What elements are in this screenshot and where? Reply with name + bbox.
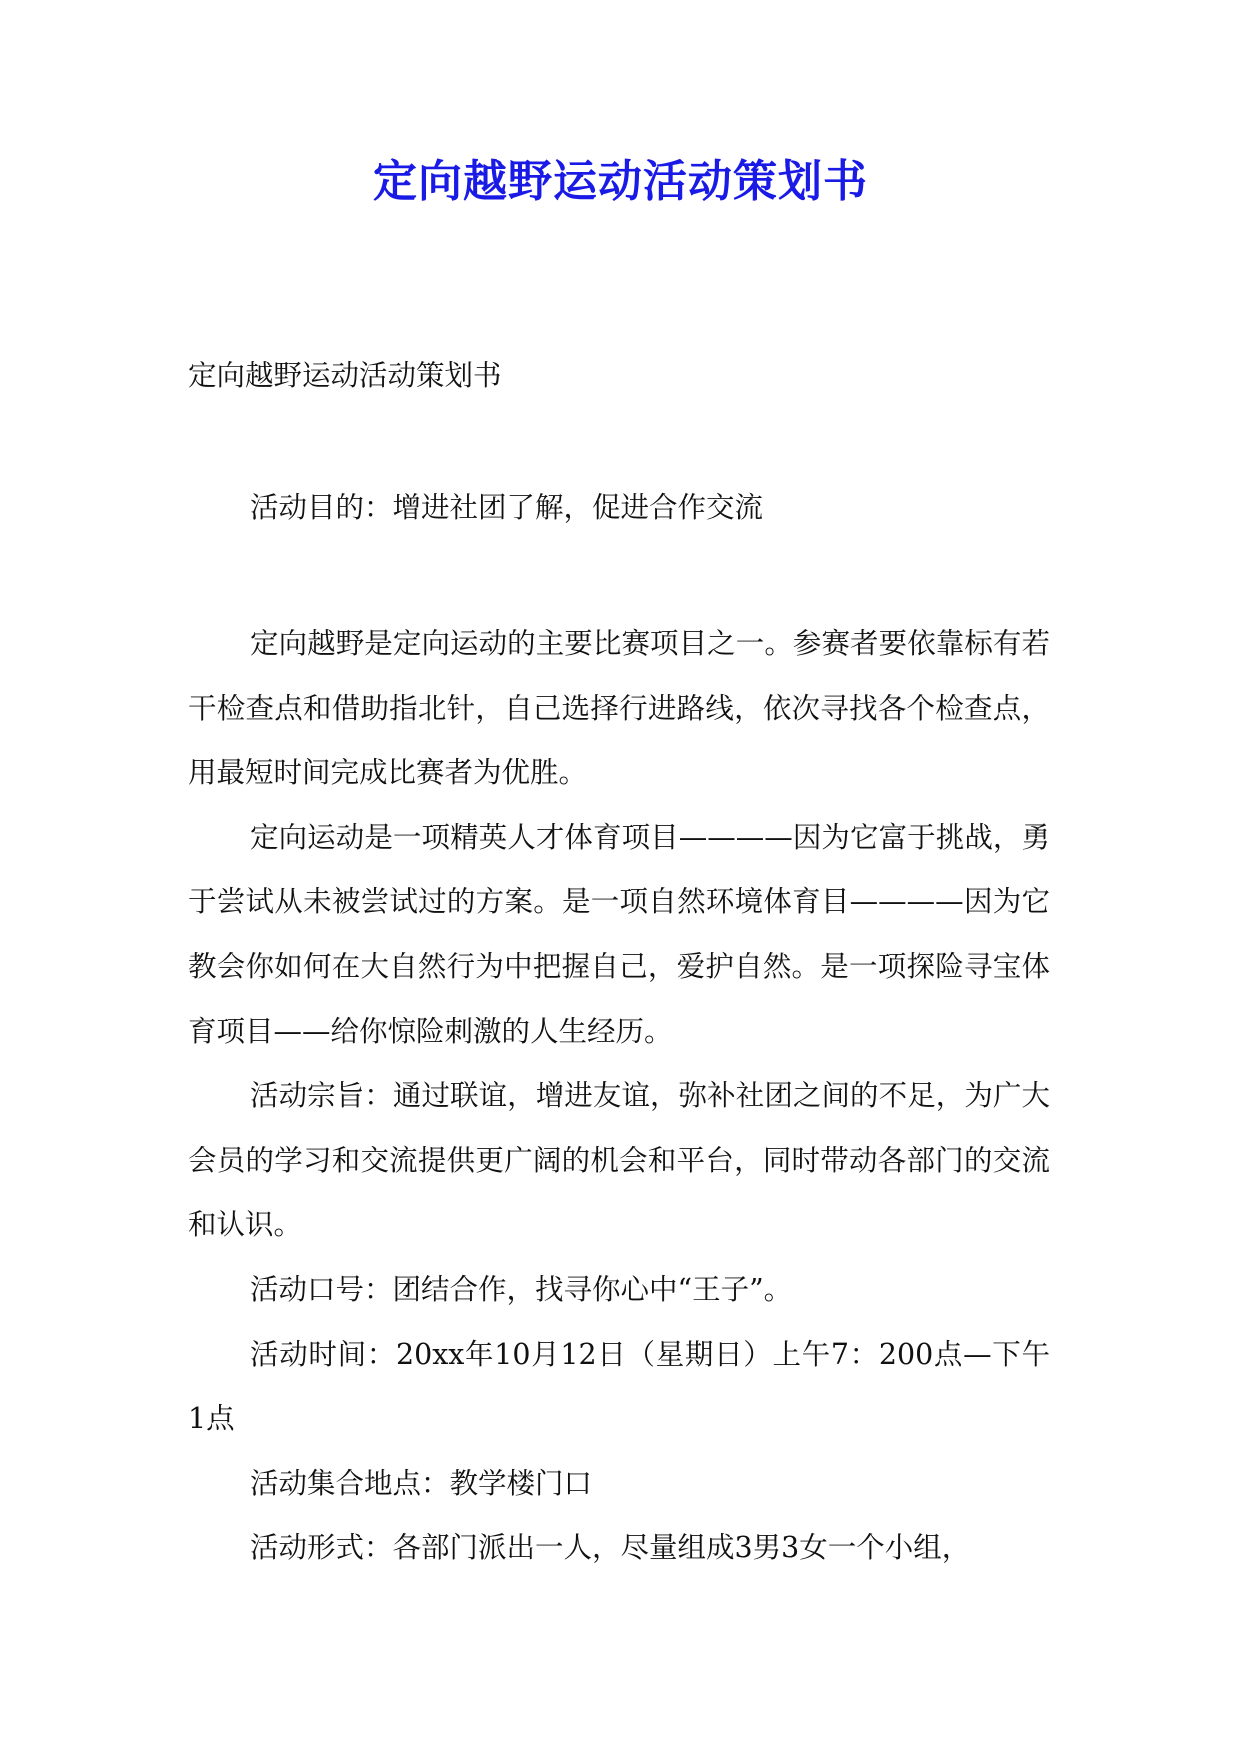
- paragraph-description: 定向运动是一项精英人才体育项目————因为它富于挑战，勇于尝试从未被尝试过的方案。是一项自然环境体育目————因为它教会你如何在大自然行为中把握自己，爱护自然。是一项探险寻宝体育项目——给你惊险刺激的人生经历。: [188, 820, 1050, 1048]
- paragraph-aim: 活动宗旨：通过联谊，增进友谊，弥补社团之间的不足，为广大会员的学习和交流提供更广阔的机会和平台，同时带动各部门的交流和认识。: [188, 1079, 1050, 1242]
- document-subtitle: 定向越野运动活动策划书: [188, 359, 502, 392]
- paragraph-time: 活动时间：20xx年10月12日（星期日）上午7：200点—下午1点: [188, 1337, 1050, 1436]
- document-body: [188, 612, 1050, 1581]
- paragraph-intro: 定向越野是定向运动的主要比赛项目之一。参赛者要依靠标有若干检查点和借助指北针，自己选择行进路线，依次寻找各个检查点，用最短时间完成比赛者为优胜。: [188, 627, 1050, 790]
- activity-purpose: 活动目的：增进社团了解，促进合作交流: [250, 491, 764, 524]
- paragraph-slogan: 活动口号：团结合作，找寻你心中“王子”。: [250, 1272, 793, 1306]
- paragraph-format: 活动形式：各部门派出一人，尽量组成3男3女一个小组，: [250, 1531, 971, 1565]
- document-title: 定向越野运动活动策划书: [373, 156, 868, 207]
- paragraph-location: 活动集合地点：教学楼门口: [250, 1466, 593, 1500]
